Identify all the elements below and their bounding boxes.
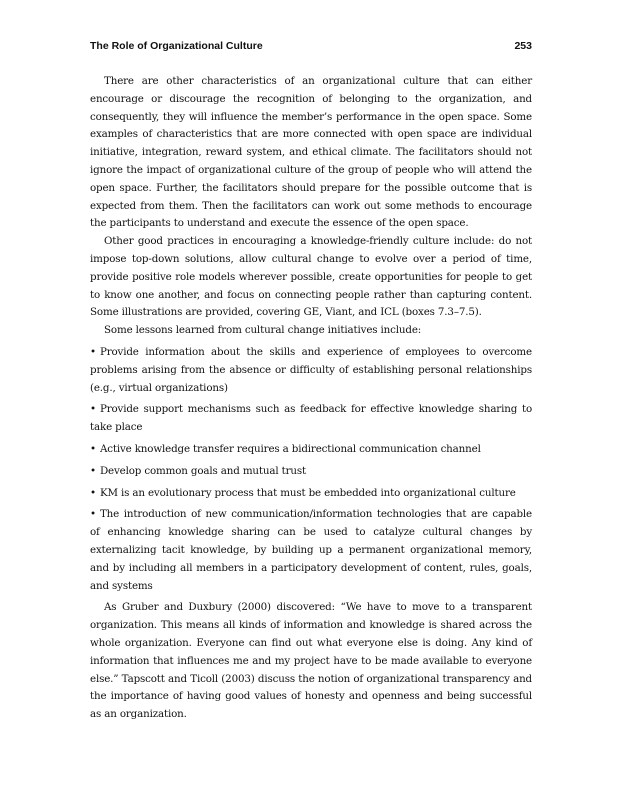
- lessons-list: [90, 344, 532, 595]
- list-item: [90, 463, 532, 481]
- list-item: [90, 485, 532, 503]
- list-item: [90, 344, 532, 397]
- list-item-text: Provide support mechanisms such as feedback for effective knowledge sharing to take place: [90, 403, 532, 434]
- list-item-text: Active knowledge transfer requires a bidirectional communication channel: [99, 442, 481, 455]
- body-text: [90, 73, 532, 724]
- bullet-icon: •: [90, 403, 96, 416]
- list-item-text: KM is an evolutionary process that must be embedded into organizational culture: [99, 486, 516, 499]
- list-item: [90, 401, 532, 437]
- page-number: 253: [514, 40, 532, 52]
- paragraph-transparency: As Gruber and Duxbury (2000) discovered: “We have to move to a transparent organization. This means all kinds of information and knowledge is shared across the whole organization. Everyone can find out what everyone else is doing. Any kind of information that influences me and my project have to be made available to everyone else.” Tapscott and Ticoll (2003) discuss the notion of organizational transparency and the importance of having good values of honesty and openness and being successful as an organization.: [90, 601, 532, 721]
- list-item: [90, 441, 532, 459]
- bullet-icon: •: [90, 486, 96, 499]
- list-item: [90, 506, 532, 595]
- bullet-icon: •: [90, 345, 96, 358]
- list-item-text: Develop common goals and mutual trust: [99, 464, 307, 477]
- paragraph-culture-characteristics: There are other characteristics of an organizational culture that can either encourage or discourage the recognition of belonging to the organization, and consequently, they will influence the member’s performance in the open space. Some examples of characteristics that are more connected with open space are individual initiative, integration, reward system, and ethical climate. The facilitators should not ignore the impact of organizational culture of the group of people who will attend the open space. Further, the facilitators should prepare for the possible outcome that is expected from them. Then the facilitators can work out some methods to encourage the participants to understand and execute the essence of the open space.: [90, 75, 532, 230]
- paragraph-lessons-intro: Some lessons learned from cultural change initiatives include:: [104, 324, 422, 337]
- bullet-icon: •: [90, 442, 96, 455]
- bullet-icon: •: [90, 464, 96, 477]
- list-item-text: The introduction of new communication/information technologies that are capable of enhancing knowledge sharing can be used to catalyze cultural changes by externalizing tacit knowledge, by building up a permanent organizational memory, and by including all members in a participatory development of content, rules, goals, and systems: [90, 508, 532, 592]
- list-item-text: Provide information about the skills and experience of employees to overcome problems arising from the absence or difficulty of establishing personal relationships (e.g., virtual organizations): [90, 345, 532, 394]
- paragraph-good-practices: Other good practices in encouraging a knowledge-friendly culture include: do not impose top-down solutions, allow cultural change to evolve over a period of time, provide positive role models wherever possible, create opportunities for people to get to know one another, and focus on connecting people rather than capturing content. Some illustrations are provided, covering GE, Viant, and ICL (boxes 7.3–7.5).: [90, 235, 532, 319]
- running-title: The Role of Organizational Culture: [90, 40, 263, 52]
- bullet-icon: •: [90, 508, 96, 521]
